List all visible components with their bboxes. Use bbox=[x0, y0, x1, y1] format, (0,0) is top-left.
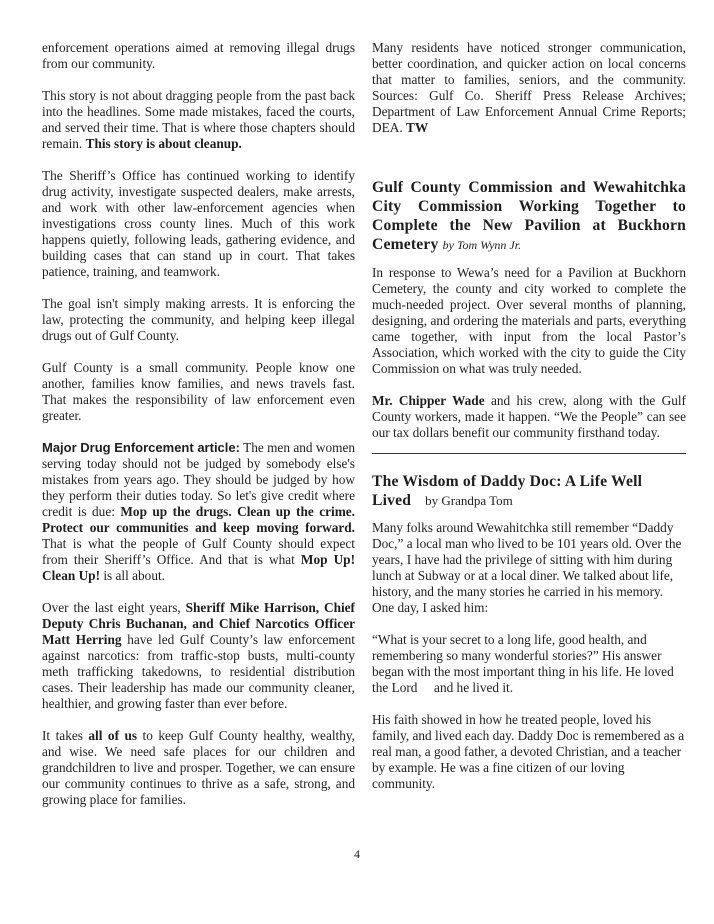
page-number: 4 bbox=[354, 847, 360, 861]
daddy-doc-p2: “What is your secret to a long life, good health, and remembering so many wonderful stories?” His answer began with the most important thing in his life. He loved the Lord and he lived it. bbox=[372, 632, 674, 695]
left-p7: Over the last eight years, Sheriff Mike Harrison, Chief Deputy Chris Buchanan, and Chief Narcotics Officer Matt Herring have led Gulf County’s law enforcement against narcotics: from traffic-stop busts, multi-county meth trafficking takedowns, to residential distribution cases. Their leadership has made our community cleaner, healthier, and growing faster than ever before. bbox=[42, 600, 356, 711]
left-p2: This story is not about dragging people from the past back into the headlines. Some made mistakes, faced the courts, and served their time. That is where those chapters should remain. This story is about cleanup. bbox=[42, 88, 355, 151]
left-p3: The Sheriff’s Office has continued working to identify drug activity, investigate suspected dealers, make arrests, and work with other law-enforcement agencies when investigations cross county lines. Much of this work happens quietly, following leads, gathering evidence, and building cases that can stand up in court. That takes patience, training, and teamwork. bbox=[42, 168, 355, 279]
left-p5: Gulf County is a small community. People know one another, families know families, and news travels fast. That makes the responsibility of law enforcement even greater. bbox=[42, 360, 355, 423]
daddy-doc-headline: The Wisdom of Daddy Doc: A Life Well Lived by Grandpa Tom bbox=[372, 473, 643, 509]
daddy-doc-p3: His faith showed in how he treated people, loved his family, and lived each day. Daddy Doc is remembered as a real man, a good father, a devoted Christian, and a teacher by example. He was a fine citizen of our loving community. bbox=[372, 712, 685, 791]
left-p8: It takes all of us to keep Gulf County healthy, wealthy, and wise. We need safe places for our children and grandchildren to live and prosper. Together, we can ensure our community continues to thrive as a safe, strong, and growing place for families. bbox=[42, 728, 356, 807]
left-p1: enforcement operations aimed at removing illegal drugs from our community. bbox=[42, 40, 355, 71]
daddy-doc-p1: Many folks around Wewahitchka still remember “Daddy Doc,” a local man who lived to be 101 years old. Over the years, I have had the privilege of sitting with him during lunch at Subway or at a local diner. We talked about life, history, and the many stories he carried in his memory. One day, I asked him: bbox=[372, 520, 682, 615]
pavilion-p2: Mr. Chipper Wade and his crew, along with the Gulf County workers, made it happen. “We the People” can see our tax dollars benefit our community firsthand today. bbox=[372, 393, 686, 440]
pavilion-headline: Gulf County Commission and Wewahitchka City Commission Working Together to Complete the New Pavilion at Buckhorn Cemetery by Tom Wynn Jr. bbox=[372, 179, 686, 253]
right-p1: Many residents have noticed stronger communication, better coordination, and quicker action on local concerns that matter to families, seniors, and the community. Sources: Gulf Co. Sheriff Press Release Archives; Department of Law Enforcement Annual Crime Reports; DEA. TW bbox=[372, 40, 686, 135]
right-column bbox=[372, 40, 686, 792]
left-p4: The goal isn't simply making arrests. It is enforcing the law, protecting the community, and helping keep illegal drugs out of Gulf County. bbox=[42, 296, 355, 343]
daddy-doc-byline: by Grandpa Tom bbox=[425, 493, 513, 508]
pavilion-byline: by Tom Wynn Jr. bbox=[442, 238, 522, 252]
left-column bbox=[42, 40, 355, 808]
pavilion-p1: In response to Wewa’s need for a Pavilion at Buckhorn Cemetery, the county and city worked to complete the much-needed project. Over several months of planning, designing, and ordering the materials and parts, everything came together, with input from the local Pastor’s Association, which worked with the city to guide the City Commission on what was truly needed. bbox=[372, 265, 686, 376]
left-p6: Major Drug Enforcement article: The men and women serving today should not be judged by somebody else's mistakes from years ago. They should be judged by how they perform their duties today. So let's give credit where credit is due: Mop up the drugs. Clean up the crime. Protect our communities and keep moving forward. That is what the people of Gulf County should expect from their Sheriff’s Office. And that is what Mop Up! Clean Up! is all about. bbox=[42, 440, 356, 583]
